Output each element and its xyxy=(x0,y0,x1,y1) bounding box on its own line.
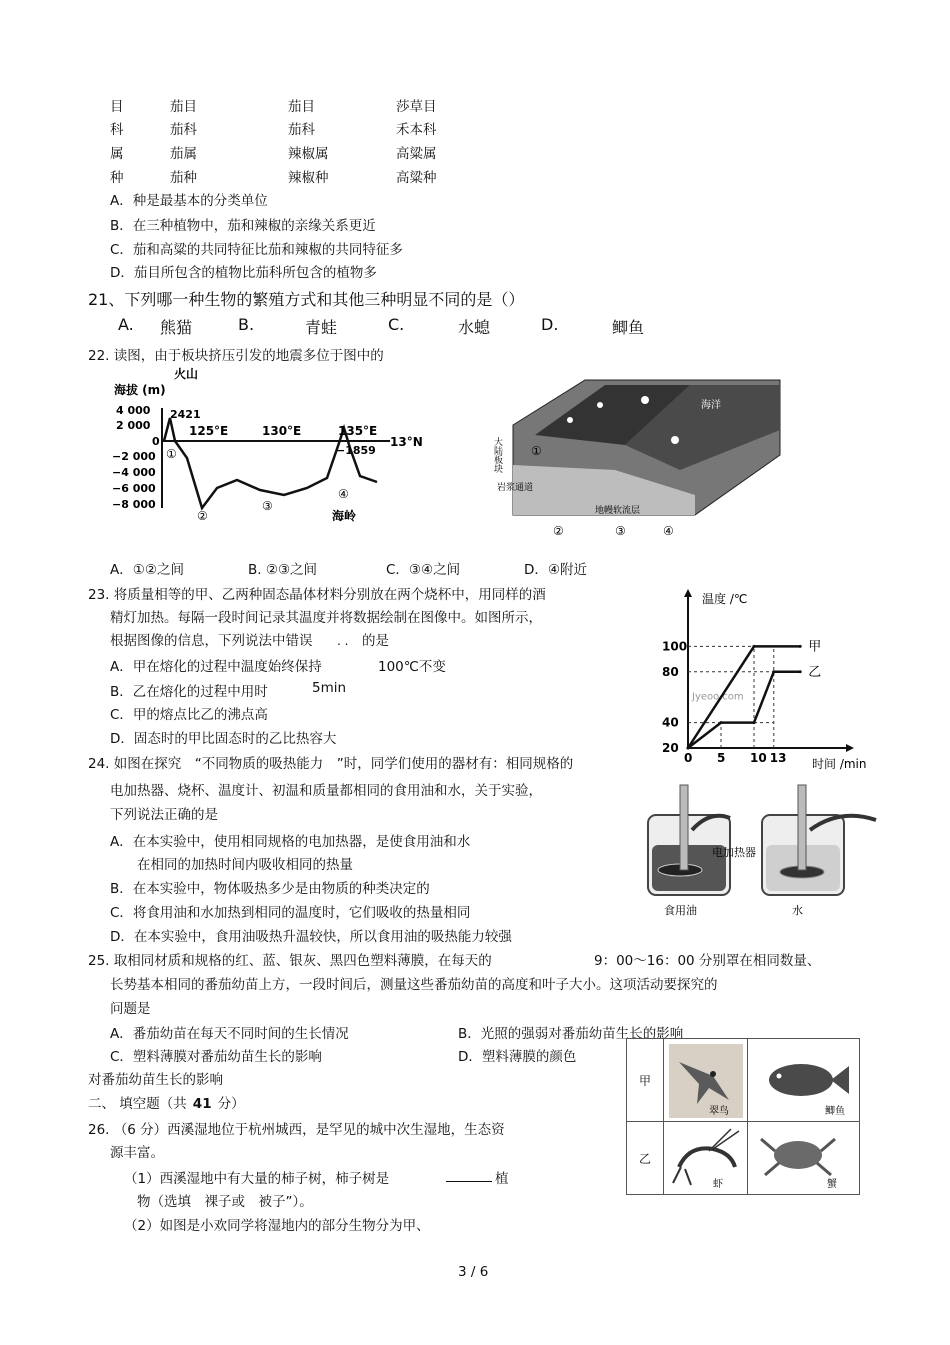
taxonomy-cell-c: 高粱种 xyxy=(396,170,437,186)
ytick-2000: 2 000 xyxy=(116,419,151,432)
block-mark-4: ④ xyxy=(663,524,674,538)
ytick-4000: 4 000 xyxy=(116,404,151,417)
q26-sub2: （2）如图是小欢同学将湿地内的部分生物分为甲、 xyxy=(124,1218,430,1234)
q23-option-b-value: 5min xyxy=(312,680,347,696)
oil-label: 食用油 xyxy=(664,904,697,917)
watermark: Jyeoo.com xyxy=(692,691,744,703)
q22-stem: 22. 读图，由于板块挤压引发的地震多位于图中的 xyxy=(88,348,384,364)
magma-label: 岩浆通道 xyxy=(497,483,534,493)
q24-option-a: A．在本实验中，使用相同规格的电加热器，是使食用油和水 xyxy=(110,834,471,850)
beakers-figure xyxy=(640,780,880,920)
ytick-neg2000: −2 000 xyxy=(112,450,156,463)
q23-option-b: B．乙在熔化的过程中用时 xyxy=(110,684,268,700)
q23-line-2: 精灯加热。每隔一段时间记录其温度并将数据绘制在图像中。如图所示， xyxy=(110,610,542,626)
taxonomy-cell-a: 茄属 xyxy=(170,146,197,162)
q20-option: D．茄目所包含的植物比茄科所包含的植物多 xyxy=(110,265,377,281)
block-mark-1: ① xyxy=(531,444,542,458)
q24-option-a-cont: 在相同的加热时间内吸收相同的热量 xyxy=(137,857,353,873)
ytick-0: 0 xyxy=(152,435,160,448)
q26-blank xyxy=(446,1167,492,1186)
x-axis-arrow xyxy=(846,744,854,752)
taxonomy-cell-b: 茄目 xyxy=(288,99,315,115)
ytick-neg6000: −6 000 xyxy=(112,482,156,495)
q20-option: A．种是最基本的分类单位 xyxy=(110,193,268,209)
crab-label: 蟹 xyxy=(827,1179,837,1190)
lat-13: 13°N xyxy=(390,435,423,449)
x-tick-label: 5 xyxy=(717,751,726,765)
series-point-1 xyxy=(720,721,723,724)
q24-option-b: B．在本实验中，物体吸热多少是由物质的种类决定的 xyxy=(110,881,430,897)
crucian-carp-image xyxy=(753,1044,853,1118)
profile-ylabel: 海拔 (m) xyxy=(114,383,166,397)
ytick-neg4000: −4 000 xyxy=(112,466,156,479)
q23-option-a: A．甲在熔化的过程中温度始终保持 xyxy=(110,659,322,675)
q23-emphasis-dots: . . xyxy=(337,634,349,648)
y-tick-label: 100 xyxy=(662,639,688,654)
peak-value: 2421 xyxy=(170,408,201,421)
q21-option-d: 鲫鱼 xyxy=(612,318,645,337)
q23-line-4: 的是 xyxy=(362,633,389,649)
trench-label: 海岭 xyxy=(332,509,357,523)
heater-label: 电加热器 xyxy=(712,846,756,859)
taxonomy-cell-a: 茄目 xyxy=(170,99,197,115)
q25-line-1a: 25. 取相同材质和规格的红、蓝、银灰、黑四色塑料薄膜，在每天的 xyxy=(88,953,492,969)
q24-line-2: 电加热器、烧杯、温度计、初温和质量都相同的食用油和水，关于实验， xyxy=(110,783,542,799)
section-2-heading: 二、 填空题（共 41 分） xyxy=(88,1096,245,1112)
q25-option-c: C．塑料薄膜对番茄幼苗生长的影响 xyxy=(110,1049,322,1065)
lon-125: 125°E xyxy=(189,424,229,438)
q25-line-3: 问题是 xyxy=(110,1001,151,1017)
q23-option-c: C．甲的熔点比乙的沸点高 xyxy=(110,707,268,723)
q26-sub1-line2: 物（选填 裸子或 被子”）。 xyxy=(137,1194,313,1210)
q24-option-d: D．在本实验中，食用油吸热升温较快，所以食用油的吸热能力较强 xyxy=(110,929,512,945)
depth-value: −1859 xyxy=(336,444,376,457)
mark-2: ② xyxy=(197,509,208,523)
shrimp-label: 虾 xyxy=(713,1179,723,1190)
q26-line-1: 26. （6 分）西溪湿地位于杭州城西，是罕见的城中次生湿地，生态资 xyxy=(88,1122,505,1138)
taxonomy-cell-c: 高粱属 xyxy=(396,146,437,162)
taxonomy-cell-rank: 科 xyxy=(110,122,124,138)
q26-sub1: （1）西溪湿地中有大量的柿子树，柿子树是 xyxy=(124,1171,390,1187)
y-tick-label: 40 xyxy=(662,715,679,730)
q21-letter-c: C. xyxy=(388,315,405,334)
mark-4: ④ xyxy=(338,487,349,501)
taxonomy-cell-b: 辣椒属 xyxy=(288,146,329,162)
x-tick-label: 0 xyxy=(684,751,693,765)
q22-option-d: D．④附近 xyxy=(524,562,587,578)
block-mark-3: ③ xyxy=(615,524,626,538)
profile-volcano-label: 火山 xyxy=(174,367,199,381)
x-tick-label: 10 xyxy=(750,751,767,765)
q25-option-a: A．番茄幼苗在每天不同时间的生长情况 xyxy=(110,1026,349,1042)
x-axis-label: 时间 /min xyxy=(812,757,867,771)
page-number: 3 / 6 xyxy=(458,1264,489,1280)
block-mark-2: ② xyxy=(553,524,564,538)
q22-option-b: B. ②③之间 xyxy=(248,562,318,578)
q22-option-c: C．③④之间 xyxy=(386,562,461,578)
q21-letter-b: B. xyxy=(238,315,255,334)
seafloor-profile-figure xyxy=(112,368,432,530)
lon-130: 130°E xyxy=(262,424,302,438)
q25-line-2: 长势基本相同的番茄幼苗上方，一段时间后，测量这些番茄幼苗的高度和叶子大小。这项活动要探究的 xyxy=(110,977,718,993)
series-line-1 xyxy=(688,672,800,748)
q21-letter-d: D. xyxy=(541,315,559,334)
series-point-1 xyxy=(799,670,802,673)
q24-line-3: 下列说法正确的是 xyxy=(110,807,218,823)
thermometer-water xyxy=(798,785,806,870)
plate-block-diagram xyxy=(492,375,787,540)
q21-option-c: 水螅 xyxy=(458,318,491,337)
q25-option-d: D．塑料薄膜的颜色 xyxy=(458,1049,577,1065)
q23-option-d: D．固态时的甲比固态时的乙比热容大 xyxy=(110,731,337,747)
lon-135: 135°E xyxy=(338,424,378,438)
kingfisher-image xyxy=(669,1044,743,1118)
crucian-carp-label: 鲫鱼 xyxy=(825,1106,845,1117)
taxonomy-cell-b: 茄科 xyxy=(288,122,315,138)
taxonomy-cell-c: 禾本科 xyxy=(396,122,437,138)
y-tick-label: 80 xyxy=(662,664,679,679)
series-label-0: 甲 xyxy=(808,639,822,655)
mark-1: ① xyxy=(166,447,177,461)
q22-option-a: A．①②之间 xyxy=(110,562,184,578)
q20-option: C．茄和高粱的共同特征比茄和辣椒的共同特征多 xyxy=(110,242,403,258)
y-axis-arrow xyxy=(684,589,692,597)
row-label-jia: 甲 xyxy=(627,1039,664,1122)
q21-stem: 21、下列哪一种生物的繁殖方式和其他三种明显不同的是（） xyxy=(88,290,525,309)
row-label-yi: 乙 xyxy=(627,1122,664,1194)
q25-line-1b: 9：00～16：00 分别罩在相同数量、 xyxy=(594,953,821,969)
taxonomy-cell-rank: 属 xyxy=(110,146,124,162)
shrimp-image xyxy=(669,1127,743,1191)
series-point-1 xyxy=(772,670,775,673)
q21-letter-a: A. xyxy=(118,315,134,334)
q25-option-d-cont: 对番茄幼苗生长的影响 xyxy=(88,1072,223,1088)
q23-line-1: 23. 将质量相等的甲、乙两种固态晶体材料分别放在两个烧杯中，用同样的酒 xyxy=(88,587,546,603)
x-tick-label: 13 xyxy=(769,751,787,765)
taxonomy-cell-b: 辣椒种 xyxy=(288,170,329,186)
thermometer-oil xyxy=(680,785,688,870)
series-point-1 xyxy=(753,721,756,724)
q23-option-a-value: 100℃不变 xyxy=(378,659,446,675)
series-point-0 xyxy=(799,645,802,648)
temperature-time-chart xyxy=(660,585,870,775)
y-tick-label: 20 xyxy=(662,741,679,755)
series-point-1 xyxy=(687,747,690,750)
q21-option-a: 熊猫 xyxy=(160,318,193,337)
taxonomy-cell-a: 茄种 xyxy=(170,170,197,186)
mark-3: ③ xyxy=(262,499,273,513)
q26-line-2: 源丰富。 xyxy=(110,1145,164,1161)
ocean-label: 海洋 xyxy=(701,400,721,411)
q24-option-c: C．将食用油和水加热到相同的温度时，它们吸收的热量相同 xyxy=(110,905,471,921)
taxonomy-cell-c: 莎草目 xyxy=(396,99,437,115)
q25-option-b: B．光照的强弱对番茄幼苗生长的影响 xyxy=(458,1026,684,1042)
series-label-1: 乙 xyxy=(808,664,822,680)
crab-image xyxy=(753,1127,853,1191)
q24-line-1: 24. 如图在探究 “不同物质的吸热能力 ”时，同学们使用的器材有：相同规格的 xyxy=(88,756,574,772)
organism-table xyxy=(626,1038,860,1195)
q23-line-3: 根据图像的信息，下列说法中错误 xyxy=(110,633,313,649)
q26-sub1-tail: 植 xyxy=(495,1171,509,1187)
taxonomy-cell-a: 茄科 xyxy=(170,122,197,138)
water-label: 水 xyxy=(792,904,803,917)
taxonomy-cell-rank: 目 xyxy=(110,99,124,115)
plate-label: 大陆板块 xyxy=(492,437,502,473)
kingfisher-label: 翠鸟 xyxy=(709,1106,729,1117)
y-axis-label: 温度 /℃ xyxy=(702,592,748,606)
ytick-neg8000: −8 000 xyxy=(112,498,156,511)
taxonomy-cell-rank: 种 xyxy=(110,170,124,186)
q21-option-b: 青蛙 xyxy=(305,318,338,337)
series-point-0 xyxy=(753,645,756,648)
q20-option: B．在三种植物中，茄和辣椒的亲缘关系更近 xyxy=(110,218,376,234)
flow-label: 地幔软流层 xyxy=(595,506,641,516)
